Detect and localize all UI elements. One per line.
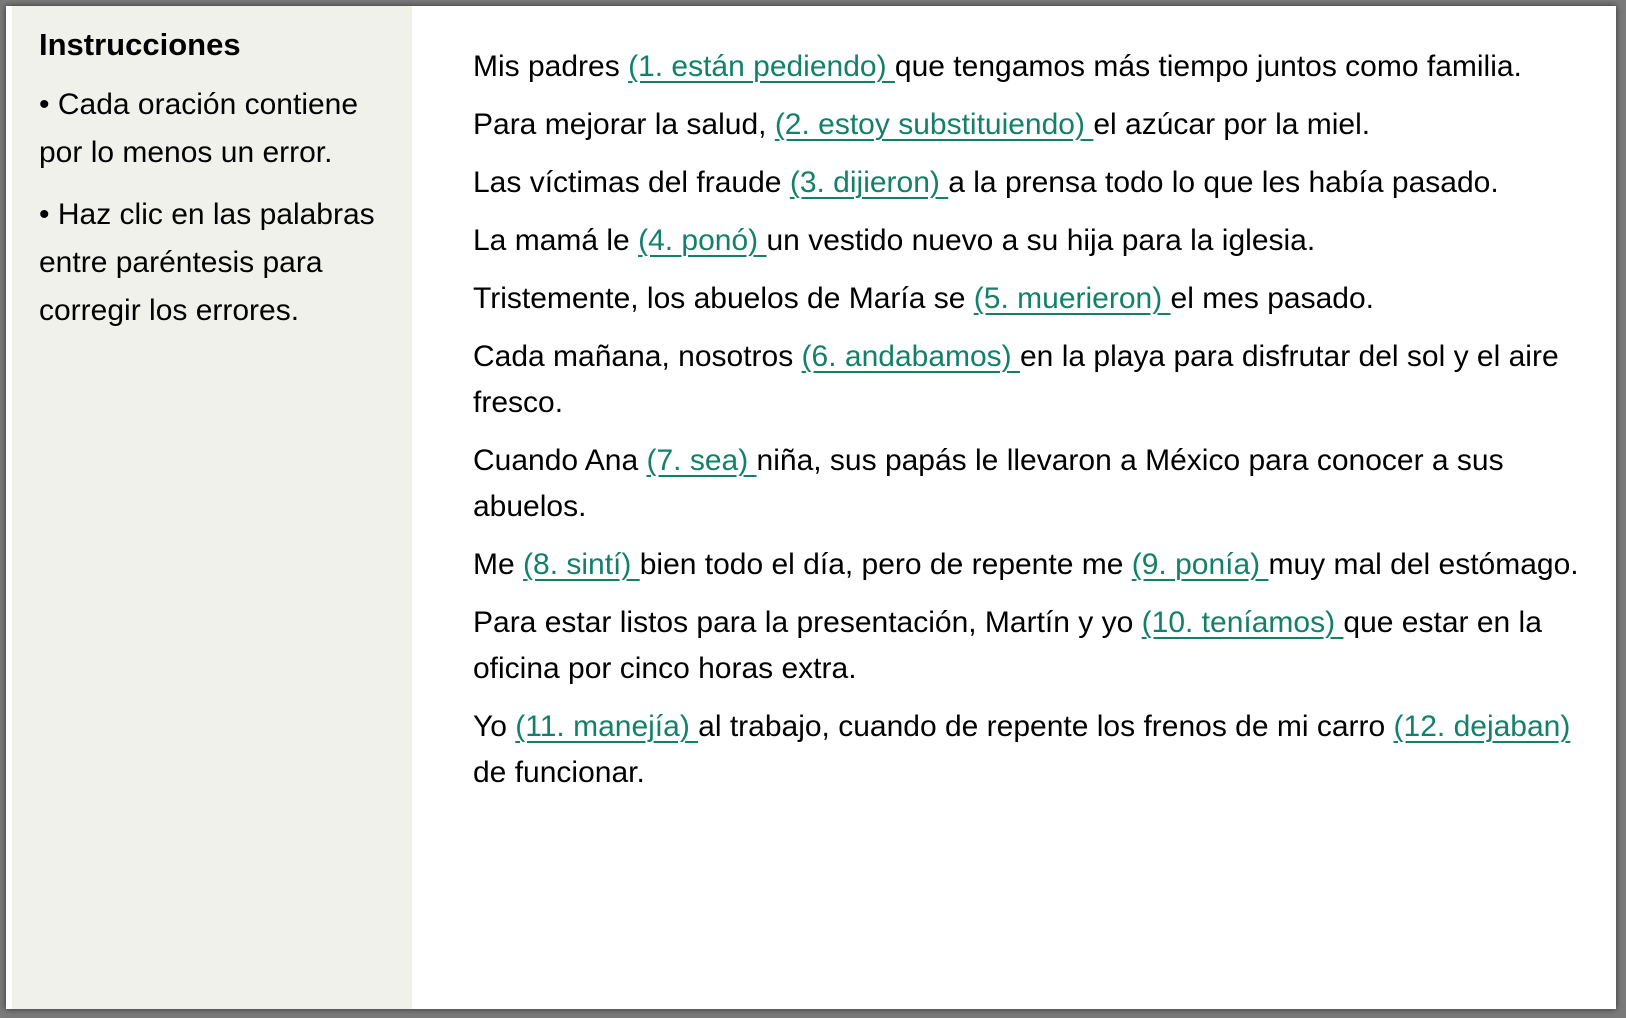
sentence-text: Tristemente, los abuelos de María se: [473, 282, 974, 315]
sentence-text: bien todo el día, pero de repente me: [639, 548, 1132, 581]
sentence-text: en la playa para disfrutar del sol y el aire fresco.: [473, 340, 1559, 419]
sentence-8: [473, 542, 1593, 588]
sentence-text: muy mal del estómago.: [1268, 548, 1579, 581]
sentence-text: que estar en la oficina por cinco horas extra.: [473, 606, 1542, 685]
sentence-7: [473, 438, 1593, 530]
sentence-text: el mes pasado.: [1170, 282, 1374, 315]
blank-10[interactable]: (10. teníamos): [1141, 606, 1344, 639]
sentences-list: [473, 44, 1593, 808]
sentence-text: el azúcar por la miel.: [1093, 108, 1371, 141]
blank-6[interactable]: (6. andabamos): [801, 340, 1020, 373]
instruction-bullet-1: • Cada oración contiene por lo menos un error.: [39, 88, 359, 170]
sentence-9: [473, 600, 1593, 692]
blank-3[interactable]: (3. dijieron): [789, 166, 949, 199]
sentence-text: de funcionar.: [473, 756, 645, 789]
sentence-3: [473, 160, 1593, 206]
instructions-title: Instrucciones: [39, 27, 241, 62]
sentence-text: Cuando Ana: [473, 444, 647, 477]
blank-2[interactable]: (2. estoy substituiendo): [774, 108, 1094, 141]
sentence-10: [473, 704, 1593, 796]
sentence-5: [473, 276, 1593, 322]
blank-12[interactable]: (12. dejaban): [1393, 710, 1571, 743]
sentence-text: Las víctimas del fraude: [473, 166, 790, 199]
sentence-text: un vestido nuevo a su hija para la iglesia.: [766, 224, 1316, 257]
blank-4[interactable]: (4. ponó): [638, 224, 767, 257]
exercise-frame: [6, 6, 1616, 1009]
sentence-text: a la prensa todo lo que les había pasado.: [948, 166, 1499, 199]
blank-11[interactable]: (11. manejía): [515, 710, 699, 743]
sentence-text: Me: [473, 548, 524, 581]
sentence-text: La mamá le: [473, 224, 639, 257]
blank-9[interactable]: (9. ponía): [1131, 548, 1269, 581]
sentence-6: [473, 334, 1593, 426]
sentence-text: Cada mañana, nosotros: [473, 340, 802, 373]
blank-1[interactable]: (1. están pediendo): [628, 50, 895, 83]
blank-7[interactable]: (7. sea): [646, 444, 757, 477]
sentence-1: [473, 44, 1593, 90]
sentence-text: niña, sus papás le llevaron a México para conocer a sus abuelos.: [473, 444, 1504, 523]
sentence-text: al trabajo, cuando de repente los frenos de mi carro: [698, 710, 1394, 743]
blank-5[interactable]: (5. muerieron): [973, 282, 1171, 315]
sentence-text: Para mejorar la salud,: [473, 108, 775, 141]
sentence-text: Yo: [473, 710, 516, 743]
sentence-text: que tengamos más tiempo juntos como familia.: [894, 50, 1522, 83]
sentence-text: Mis padres: [473, 50, 629, 83]
sentence-4: [473, 218, 1593, 264]
instructions-panel: [12, 6, 412, 1009]
sentence-2: [473, 102, 1593, 148]
sentence-text: Para estar listos para la presentación, Martín y yo: [473, 606, 1142, 639]
instruction-bullet-2: • Haz clic en las palabras entre paréntesis para corregir los errores.: [39, 198, 375, 328]
blank-8[interactable]: (8. sintí): [523, 548, 640, 581]
